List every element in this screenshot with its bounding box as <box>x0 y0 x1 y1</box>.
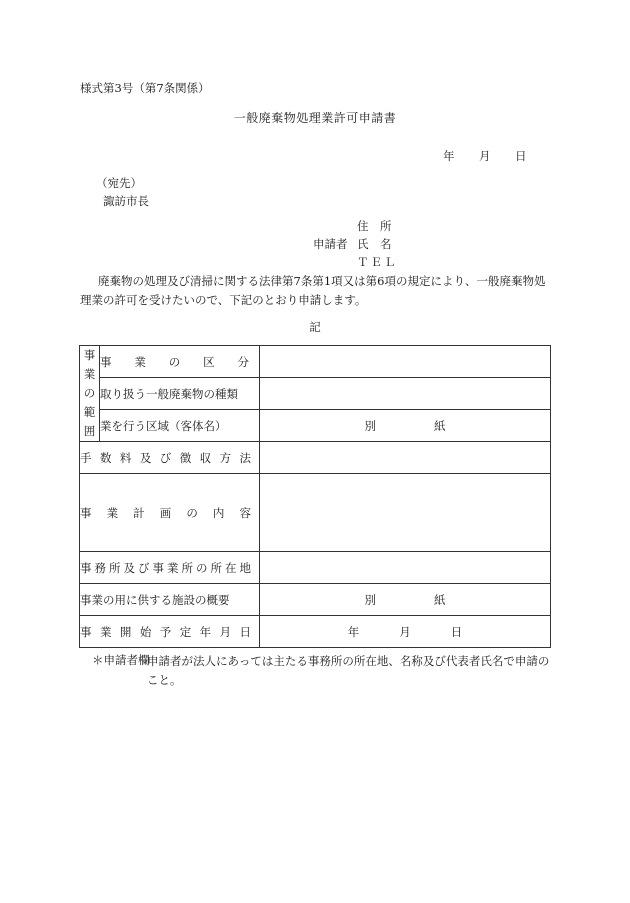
facilities-label: 事業の用に供する施設の概要 <box>80 584 260 616</box>
office-value[interactable] <box>260 552 551 584</box>
fees-label: 手 数 料 及 び 徴 収 方 法 <box>80 442 260 474</box>
plan-label: 事 業 計 画 の 内 容 <box>80 474 260 552</box>
table-row <box>80 584 551 616</box>
waste-type-label: 取り扱う一般廃棄物の種類 <box>100 378 260 410</box>
facilities-value[interactable]: 別 紙 <box>260 584 551 616</box>
category-label: 事 業 の 区 分 <box>100 346 260 378</box>
application-table <box>79 345 551 648</box>
start-date-label: 事 業 開 始 予 定 年 月 日 <box>80 616 260 648</box>
applicant-address-label: 住 所 <box>357 219 392 233</box>
office-label: 事 務 所 及 び 事 業 所 の 所 在 地 <box>80 552 260 584</box>
note-text: 申請者が法人にあっては主たる事務所の所在地、名称及び代表者氏名で申請のこと。 <box>147 654 550 687</box>
area-value[interactable]: 別 紙 <box>260 410 551 442</box>
addressee-name: 諏訪市長 <box>103 194 149 208</box>
table-row <box>80 410 551 442</box>
business-scope-header: 事 業 の 範 囲 <box>80 346 100 442</box>
note-mark: ＊申請者欄 <box>92 653 150 667</box>
table-row <box>80 474 551 552</box>
form-number: 様式第3号（第7条関係） <box>80 81 210 95</box>
application-date <box>443 148 527 164</box>
table-row <box>80 346 551 378</box>
start-date-value[interactable]: 年 月 日 <box>260 616 551 648</box>
date-month: 月 <box>479 149 491 163</box>
table-row <box>80 442 551 474</box>
waste-type-value[interactable] <box>260 378 551 410</box>
table-row <box>80 616 551 648</box>
table-row <box>80 552 551 584</box>
plan-value[interactable] <box>260 474 551 552</box>
ki-heading: 記 <box>309 320 321 334</box>
fees-value[interactable] <box>260 442 551 474</box>
date-year: 年 <box>443 149 455 163</box>
request-statement: 廃棄物の処理及び清掃に関する法律第7条第1項又は第6項の規定により、一般廃棄物処理業の許可を受けたいので、下記のとおり申請します。 <box>80 274 546 307</box>
area-label: 業を行う区域（客体名） <box>100 410 260 442</box>
date-day: 日 <box>515 149 527 163</box>
addressee-label: （宛先） <box>96 176 142 190</box>
table-row <box>80 378 551 410</box>
document-title: 一般廃棄物処理業許可申請書 <box>233 111 397 125</box>
applicant-label: 申請者 <box>313 237 348 251</box>
category-value[interactable] <box>260 346 551 378</box>
applicant-tel-label: ＴＥＬ <box>357 255 398 269</box>
applicant-name-label: 氏 名 <box>357 237 392 251</box>
